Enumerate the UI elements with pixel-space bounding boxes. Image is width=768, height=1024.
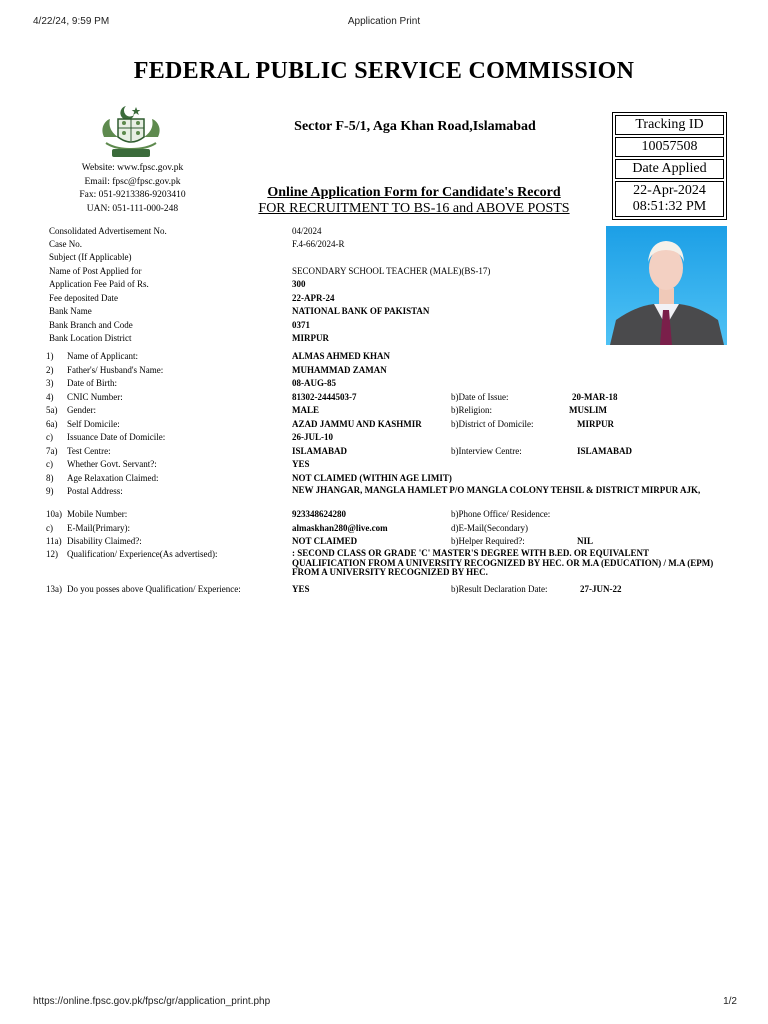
uan: UAN: 051-111-000-248 <box>86 203 179 214</box>
disability-value: NOT CLAIMED <box>292 536 358 546</box>
qualification-label: Qualification/ Experience(As advertised): <box>67 549 218 559</box>
father-name-value: MUHAMMAD ZAMAN <box>292 365 387 375</box>
item-number: c) <box>46 432 53 442</box>
adv-label: Consolidated Advertisement No. <box>49 226 167 236</box>
date-applied-date: 22-Apr-2024 <box>633 183 706 198</box>
domicile-value: AZAD JAMMU AND KASHMIR <box>292 419 422 429</box>
age-relaxation-label: Age Relaxation Claimed: <box>67 473 159 483</box>
age-relaxation-value: NOT CLAIMED (WITHIN AGE LIMIT) <box>292 473 452 483</box>
email-secondary-label: d)E-Mail(Secondary) <box>451 523 528 533</box>
bank-district-value: MIRPUR <box>292 333 329 343</box>
case-label: Case No. <box>49 239 82 249</box>
website: Website: www.fpsc.gov.pk <box>81 163 184 173</box>
form-subtitle: FOR RECRUITMENT TO BS-16 and ABOVE POSTS <box>258 201 570 216</box>
tracking-id-value: 10057508 <box>615 137 724 157</box>
domicile-label: Self Domicile: <box>67 419 120 429</box>
row-postal-address <box>0 486 768 508</box>
item-number: c) <box>46 523 53 533</box>
item-number: 3) <box>46 378 54 388</box>
fee-value: 300 <box>292 279 306 289</box>
govt-servant-value: YES <box>292 459 310 469</box>
result-date-value: 27-JUN-22 <box>580 584 622 594</box>
govt-servant-label: Whether Govt. Servant?: <box>67 459 157 469</box>
form-title: Online Application Form for Candidate's Record <box>267 185 561 200</box>
fee-date-label: Fee deposited Date <box>49 293 118 303</box>
post-value: SECONDARY SCHOOL TEACHER (MALE)(BS-17) <box>292 266 491 276</box>
commission-title: FEDERAL PUBLIC SERVICE COMMISSION <box>133 58 635 84</box>
case-value: F.4-66/2024-R <box>292 239 345 249</box>
item-number: 8) <box>46 473 54 483</box>
print-page-title: Application Print <box>347 16 421 27</box>
issue-date-value: 20-MAR-18 <box>572 392 618 402</box>
fee-label: Application Fee Paid of Rs. <box>49 279 149 289</box>
postal-address-value: NEW JHANGAR, MANGLA HAMLET P/O MANGLA COLONY TEHSIL & DISTRICT MIRPUR AJK, <box>292 485 701 495</box>
date-applied-value <box>615 181 724 217</box>
mobile-label: Mobile Number: <box>67 509 128 519</box>
subject-label: Subject (If Applicable) <box>49 252 132 262</box>
email-primary-value: almaskhan280@live.com <box>292 523 388 533</box>
domicile-date-label: Issuance Date of Domicile: <box>67 432 166 442</box>
applicant-name-label: Name of Applicant: <box>67 351 138 361</box>
test-centre-label: Test Centre: <box>67 446 111 456</box>
item-number: 1) <box>46 351 54 361</box>
interview-centre-value: ISLAMABAD <box>577 446 633 456</box>
bank-value: NATIONAL BANK OF PAKISTAN <box>292 306 430 316</box>
cnic-value: 81302-2444503-7 <box>292 392 357 402</box>
row-qualification <box>0 549 768 581</box>
contact-block <box>60 162 205 216</box>
state-emblem-icon <box>98 103 164 161</box>
item-number: 12) <box>46 549 58 559</box>
posses-qualification-label: Do you posses above Qualification/ Experience: <box>67 584 241 594</box>
date-applied-time: 08:51:32 PM <box>632 199 707 214</box>
father-name-label: Father's/ Husband's Name: <box>67 365 164 375</box>
dob-value: 08-AUG-85 <box>292 378 336 388</box>
print-url: https://online.fpsc.gov.pk/fpsc/gr/application_print.php <box>33 996 271 1007</box>
qualification-value: : SECOND CLASS OR GRADE 'C' MASTER'S DEGREE WITH B.ED. OR EQUIVALENT QUALIFICATION FROM A UNIVERSITY RECOGNIZED BY HEC. OR M.A (EDUCATION) / M.A (EPM) FROM A UNIVERSITY RECOGNIZED BY HEC. <box>292 548 714 577</box>
helper-label: b)Helper Required?: <box>451 536 525 546</box>
email: Email: fpsc@fpsc.gov.pk <box>84 176 181 187</box>
issue-date-label: b)Date of Issue: <box>451 392 509 402</box>
post-label: Name of Post Applied for <box>49 266 142 276</box>
item-number: 2) <box>46 365 54 375</box>
posses-qualification-value: YES <box>292 584 310 594</box>
office-address: Sector F-5/1, Aga Khan Road,Islamabad <box>294 119 536 134</box>
bank-label: Bank Name <box>49 306 92 316</box>
item-number: 13a) <box>46 584 62 594</box>
item-number: 4) <box>46 392 54 402</box>
item-number: 6a) <box>46 419 58 429</box>
item-number: 9) <box>46 486 54 496</box>
tracking-box <box>612 112 727 220</box>
dob-label: Date of Birth: <box>67 378 117 388</box>
print-page-number: 1/2 <box>723 996 737 1007</box>
disability-label: Disability Claimed?: <box>67 536 142 546</box>
tracking-id-label: Tracking ID <box>615 115 724 135</box>
print-datetime: 4/22/24, 9:59 PM <box>33 16 110 27</box>
helper-value: NIL <box>577 536 594 546</box>
item-number: 11a) <box>46 536 62 546</box>
interview-centre-label: b)Interview Centre: <box>451 446 522 456</box>
fee-date-value: 22-APR-24 <box>292 293 335 303</box>
fax: Fax: 051-9213386-9203410 <box>79 190 186 200</box>
postal-address-label: Postal Address: <box>67 486 123 496</box>
date-applied-label: Date Applied <box>615 159 724 179</box>
religion-label: b)Religion: <box>451 405 492 415</box>
applicant-name-value: ALMAS AHMED KHAN <box>292 351 391 361</box>
result-date-label: b)Result Declaration Date: <box>451 584 548 594</box>
item-number: 7a) <box>46 446 58 456</box>
bank-district-label: Bank Location District <box>49 333 132 343</box>
mobile-value: 923348624280 <box>292 509 346 519</box>
test-centre-value: ISLAMABAD <box>292 446 348 456</box>
print-header <box>0 16 768 32</box>
item-number: 5a) <box>46 405 58 415</box>
religion-value: MUSLIM <box>569 405 607 415</box>
adv-value: 04/2024 <box>292 226 322 236</box>
branch-value: 0371 <box>292 320 310 330</box>
item-number: 10a) <box>46 509 62 519</box>
domicile-district-label: b)District of Domicile: <box>451 419 534 429</box>
cnic-label: CNIC Number: <box>67 392 123 402</box>
branch-label: Bank Branch and Code <box>49 320 133 330</box>
email-primary-label: E-Mail(Primary): <box>67 523 130 533</box>
print-footer <box>0 996 768 1012</box>
item-number: c) <box>46 459 53 469</box>
gender-label: Gender: <box>67 405 96 415</box>
domicile-district-value: MIRPUR <box>577 419 614 429</box>
applicant-photo <box>606 226 727 345</box>
gender-value: MALE <box>292 405 319 415</box>
phone-office-label: b)Phone Office/ Residence: <box>451 509 551 519</box>
domicile-date-value: 26-JUL-10 <box>292 432 333 442</box>
